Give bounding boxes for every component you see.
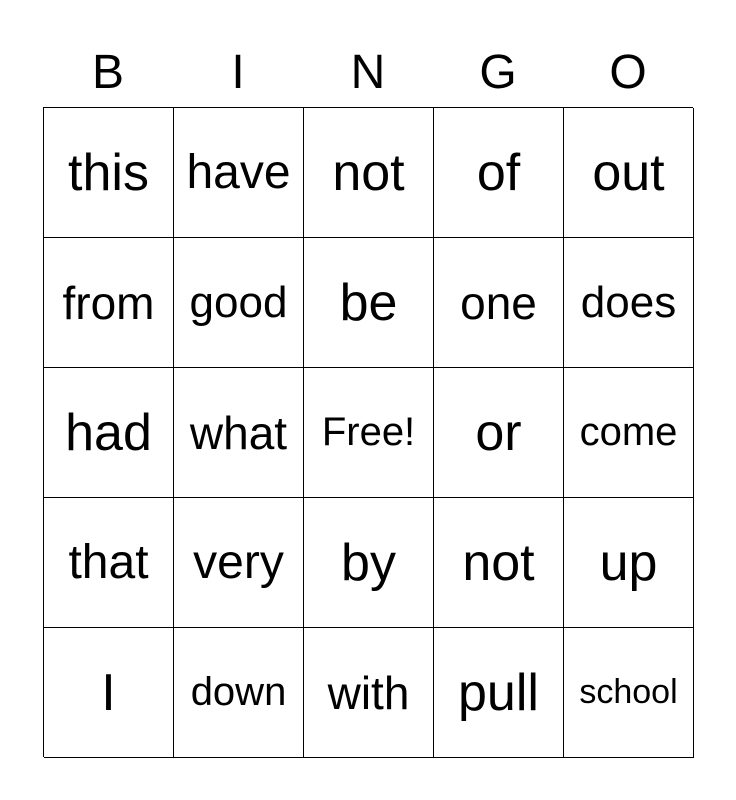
free-space-cell[interactable]: Free! [304,368,434,498]
bingo-cell[interactable]: with [304,628,434,758]
bingo-cell[interactable]: or [434,368,564,498]
header-letter-g: G [479,46,517,99]
bingo-header [43,40,693,106]
bingo-cell[interactable]: up [564,498,694,628]
header-letter-o: O [609,46,647,99]
bingo-cell[interactable]: by [304,498,434,628]
header-letter-n: N [350,46,386,99]
bingo-cell[interactable]: good [174,238,304,368]
bingo-cell[interactable]: pull [434,628,564,758]
bingo-cell[interactable]: very [174,498,304,628]
bingo-cell[interactable]: not [304,108,434,238]
bingo-cell[interactable]: what [174,368,304,498]
bingo-cell[interactable]: of [434,108,564,238]
bingo-cell[interactable]: does [564,238,694,368]
bingo-cell[interactable]: not [434,498,564,628]
bingo-cell[interactable]: have [174,108,304,238]
header-letter-i: I [231,46,245,99]
bingo-cell[interactable]: had [44,368,174,498]
bingo-cell[interactable]: one [434,238,564,368]
bingo-cell[interactable]: come [564,368,694,498]
bingo-cell[interactable]: I [44,628,174,758]
bingo-card-grid [43,107,693,757]
bingo-cell[interactable]: that [44,498,174,628]
bingo-cell[interactable]: from [44,238,174,368]
header-letter-b: B [91,46,124,99]
bingo-cell[interactable]: out [564,108,694,238]
bingo-cell[interactable]: be [304,238,434,368]
bingo-cell[interactable]: this [44,108,174,238]
bingo-cell[interactable]: down [174,628,304,758]
bingo-cell[interactable]: school [564,628,694,758]
